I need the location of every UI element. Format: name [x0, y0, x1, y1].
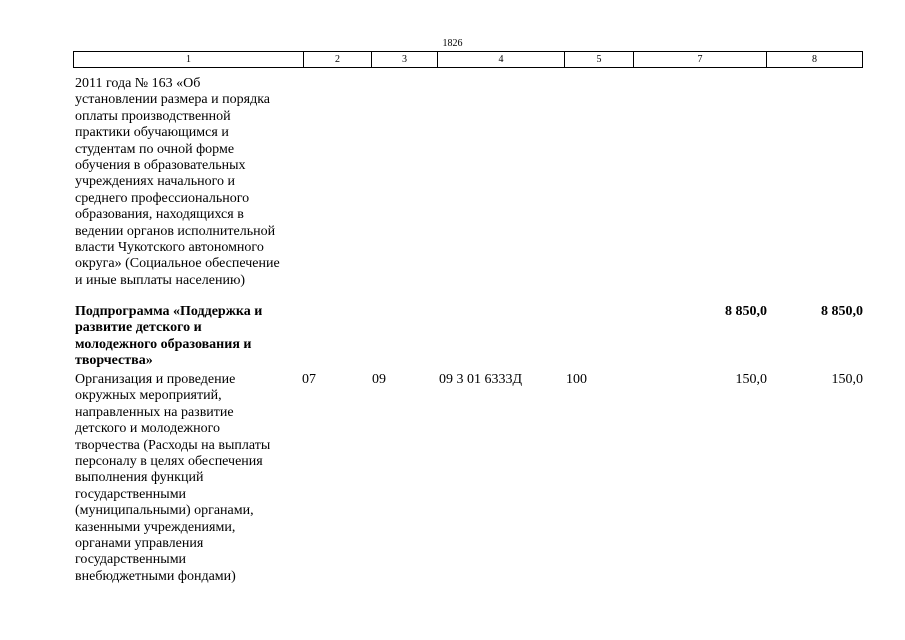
- row-subsection: 09: [372, 372, 386, 387]
- row-amount-7: 150,0: [735, 372, 767, 387]
- column-header-3: 3: [372, 52, 438, 68]
- row-expense-type: 100: [566, 372, 587, 387]
- column-header-8: 8: [767, 52, 863, 68]
- row-section: 07: [302, 372, 316, 387]
- column-header-7: 7: [634, 52, 767, 68]
- row-description: Подпрограмма «Поддержка и развитие детского и молодежного образования и творчества»: [75, 304, 263, 369]
- row-target-code: 09 3 01 6333Д: [439, 372, 523, 387]
- column-header-4: 4: [438, 52, 565, 68]
- column-header-row: [73, 51, 863, 68]
- column-header-2: 2: [304, 52, 372, 68]
- row-description: 2011 года № 163 «Об установлении размера и порядка оплаты производственной практики обучающимся и студентам по очной форме обучения в образовательных учреждениях начального и среднего профессионального образования, находящихся в ведении органов исполнительной власти Чукотского автономного округа» (Социальное обеспечение и иные выплаты населению): [75, 76, 280, 288]
- row-amount-8: 8 850,0: [821, 304, 863, 319]
- column-header-1: 1: [74, 52, 304, 68]
- page-number: 1826: [442, 38, 463, 49]
- column-header-5: 5: [565, 52, 634, 68]
- row-description: Организация и проведение окружных мероприятий, направленных на развитие детского и молодежного творчества (Расходы на выплаты персоналу в целях обеспечения выполнения функций государственными (муниципальными) органами, казенными учреждениями, органами управления государственными внебюджетными фондами): [75, 372, 271, 584]
- row-amount-7: 8 850,0: [725, 304, 767, 319]
- row-amount-8: 150,0: [831, 372, 863, 387]
